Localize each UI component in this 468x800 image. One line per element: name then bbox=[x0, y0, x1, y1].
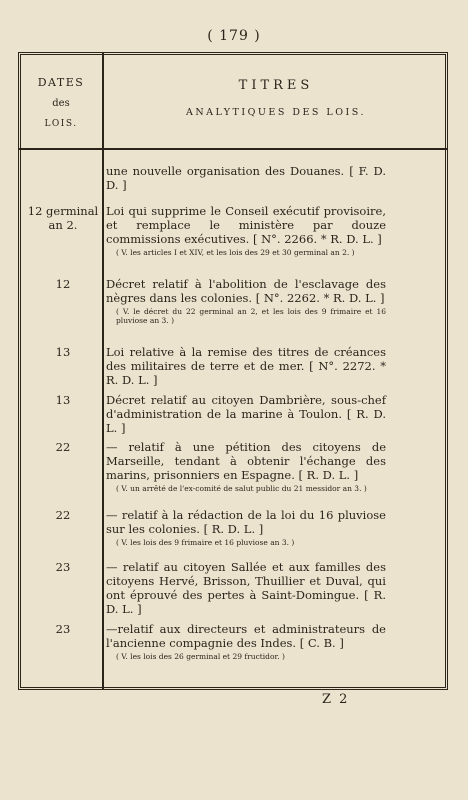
entry-text: — relatif à une pétition des citoyens de Marseille, tendant à obtenir l'échange des marins, prisonniers en Espagne. [ R. D. L. ] ( V. un arrêté de l'ex-comité de salut public du 21 messidor an 3. ) bbox=[106, 440, 386, 493]
entry-date: 22 bbox=[55, 508, 71, 522]
entry-text: Loi qui supprime le Conseil exécutif provisoire, et remplace le ministère par douze commissions exécutives. [ N°. 2266. * R. D. L. ] ( V. les articles I et XIV, et les lois des 29 et 30 germinal an 2. ) bbox=[106, 204, 386, 257]
entry-text: — relatif au citoyen Sallée et aux familles des citoyens Hervé, Brisson, Thuillier et Duval, qui ont éprouvé des pertes à Saint-Domingue. [ R. D. L. ] bbox=[106, 560, 386, 616]
entry-text: une nouvelle organisation des Douanes. [ F. D. D. ] bbox=[106, 164, 386, 192]
entry-text: —relatif aux directeurs et administrateurs de l'ancienne compagnie des Indes. [ C. B. ] ( V. les lois des 26 germinal et 29 fructidor. ) bbox=[106, 622, 386, 661]
signature-mark: Z 2 bbox=[322, 692, 350, 707]
entry-note: ( V. les lois des 26 germinal et 29 fructidor. ) bbox=[116, 652, 285, 661]
entry-text: Décret relatif au citoyen Dambrière, sous-chef d'administration de la marine à Toulon. [ R. D. L. ] bbox=[106, 393, 386, 435]
titres-column-header bbox=[106, 78, 446, 118]
dates-header-line3: LOIS. bbox=[44, 119, 78, 129]
entry-date: 12 bbox=[55, 277, 71, 291]
entry-date: 23 bbox=[55, 560, 71, 574]
entry-note: ( V. un arrêté de l'ex-comité de salut public du 21 messidor an 3. ) bbox=[116, 484, 367, 493]
entry-note: ( V. le décret du 22 germinal an 2, et les lois des 9 frimaire et 16 pluviose an 3. ) bbox=[116, 307, 386, 325]
entry-text: Décret relatif à l'abolition de l'esclavage des nègres dans les colonies. [ N°. 2262. * R. D. L. ] ( V. le décret du 22 germinal an 2, et les lois des 9 frimaire et 16 pluviose an 3. ) bbox=[106, 277, 386, 325]
entry-text: — relatif à la rédaction de la loi du 16 pluviose sur les colonies. [ R. D. L. ] ( V. les lois des 9 frimaire et 16 pluviose an 3. ) bbox=[106, 508, 386, 547]
entry-date: 12 germinal an 2. bbox=[27, 204, 99, 232]
header-divider bbox=[18, 148, 448, 150]
entry-date: 22 bbox=[55, 440, 71, 454]
entry-date: 23 bbox=[55, 622, 71, 636]
dates-header-line2: des bbox=[52, 98, 70, 109]
entry-note: ( V. les articles I et XIV, et les lois des 29 et 30 germinal an 2. ) bbox=[116, 248, 355, 257]
titres-header-line2: ANALYTIQUES DES LOIS. bbox=[186, 107, 366, 118]
entry-note: ( V. les lois des 9 frimaire et 16 pluviose an 3. ) bbox=[116, 538, 295, 547]
page-number: ( 179 ) bbox=[207, 28, 261, 44]
entry-text: Loi relative à la remise des titres de créances des militaires de terre et de mer. [ N°. 2272. * R. D. L. ] bbox=[106, 345, 386, 387]
dates-column-header bbox=[24, 72, 98, 135]
dates-header-line1: DATES bbox=[37, 76, 85, 89]
entry-date: 13 bbox=[55, 393, 71, 407]
titres-header-line1: TITRES bbox=[238, 78, 314, 93]
entry-date: 13 bbox=[55, 345, 71, 359]
